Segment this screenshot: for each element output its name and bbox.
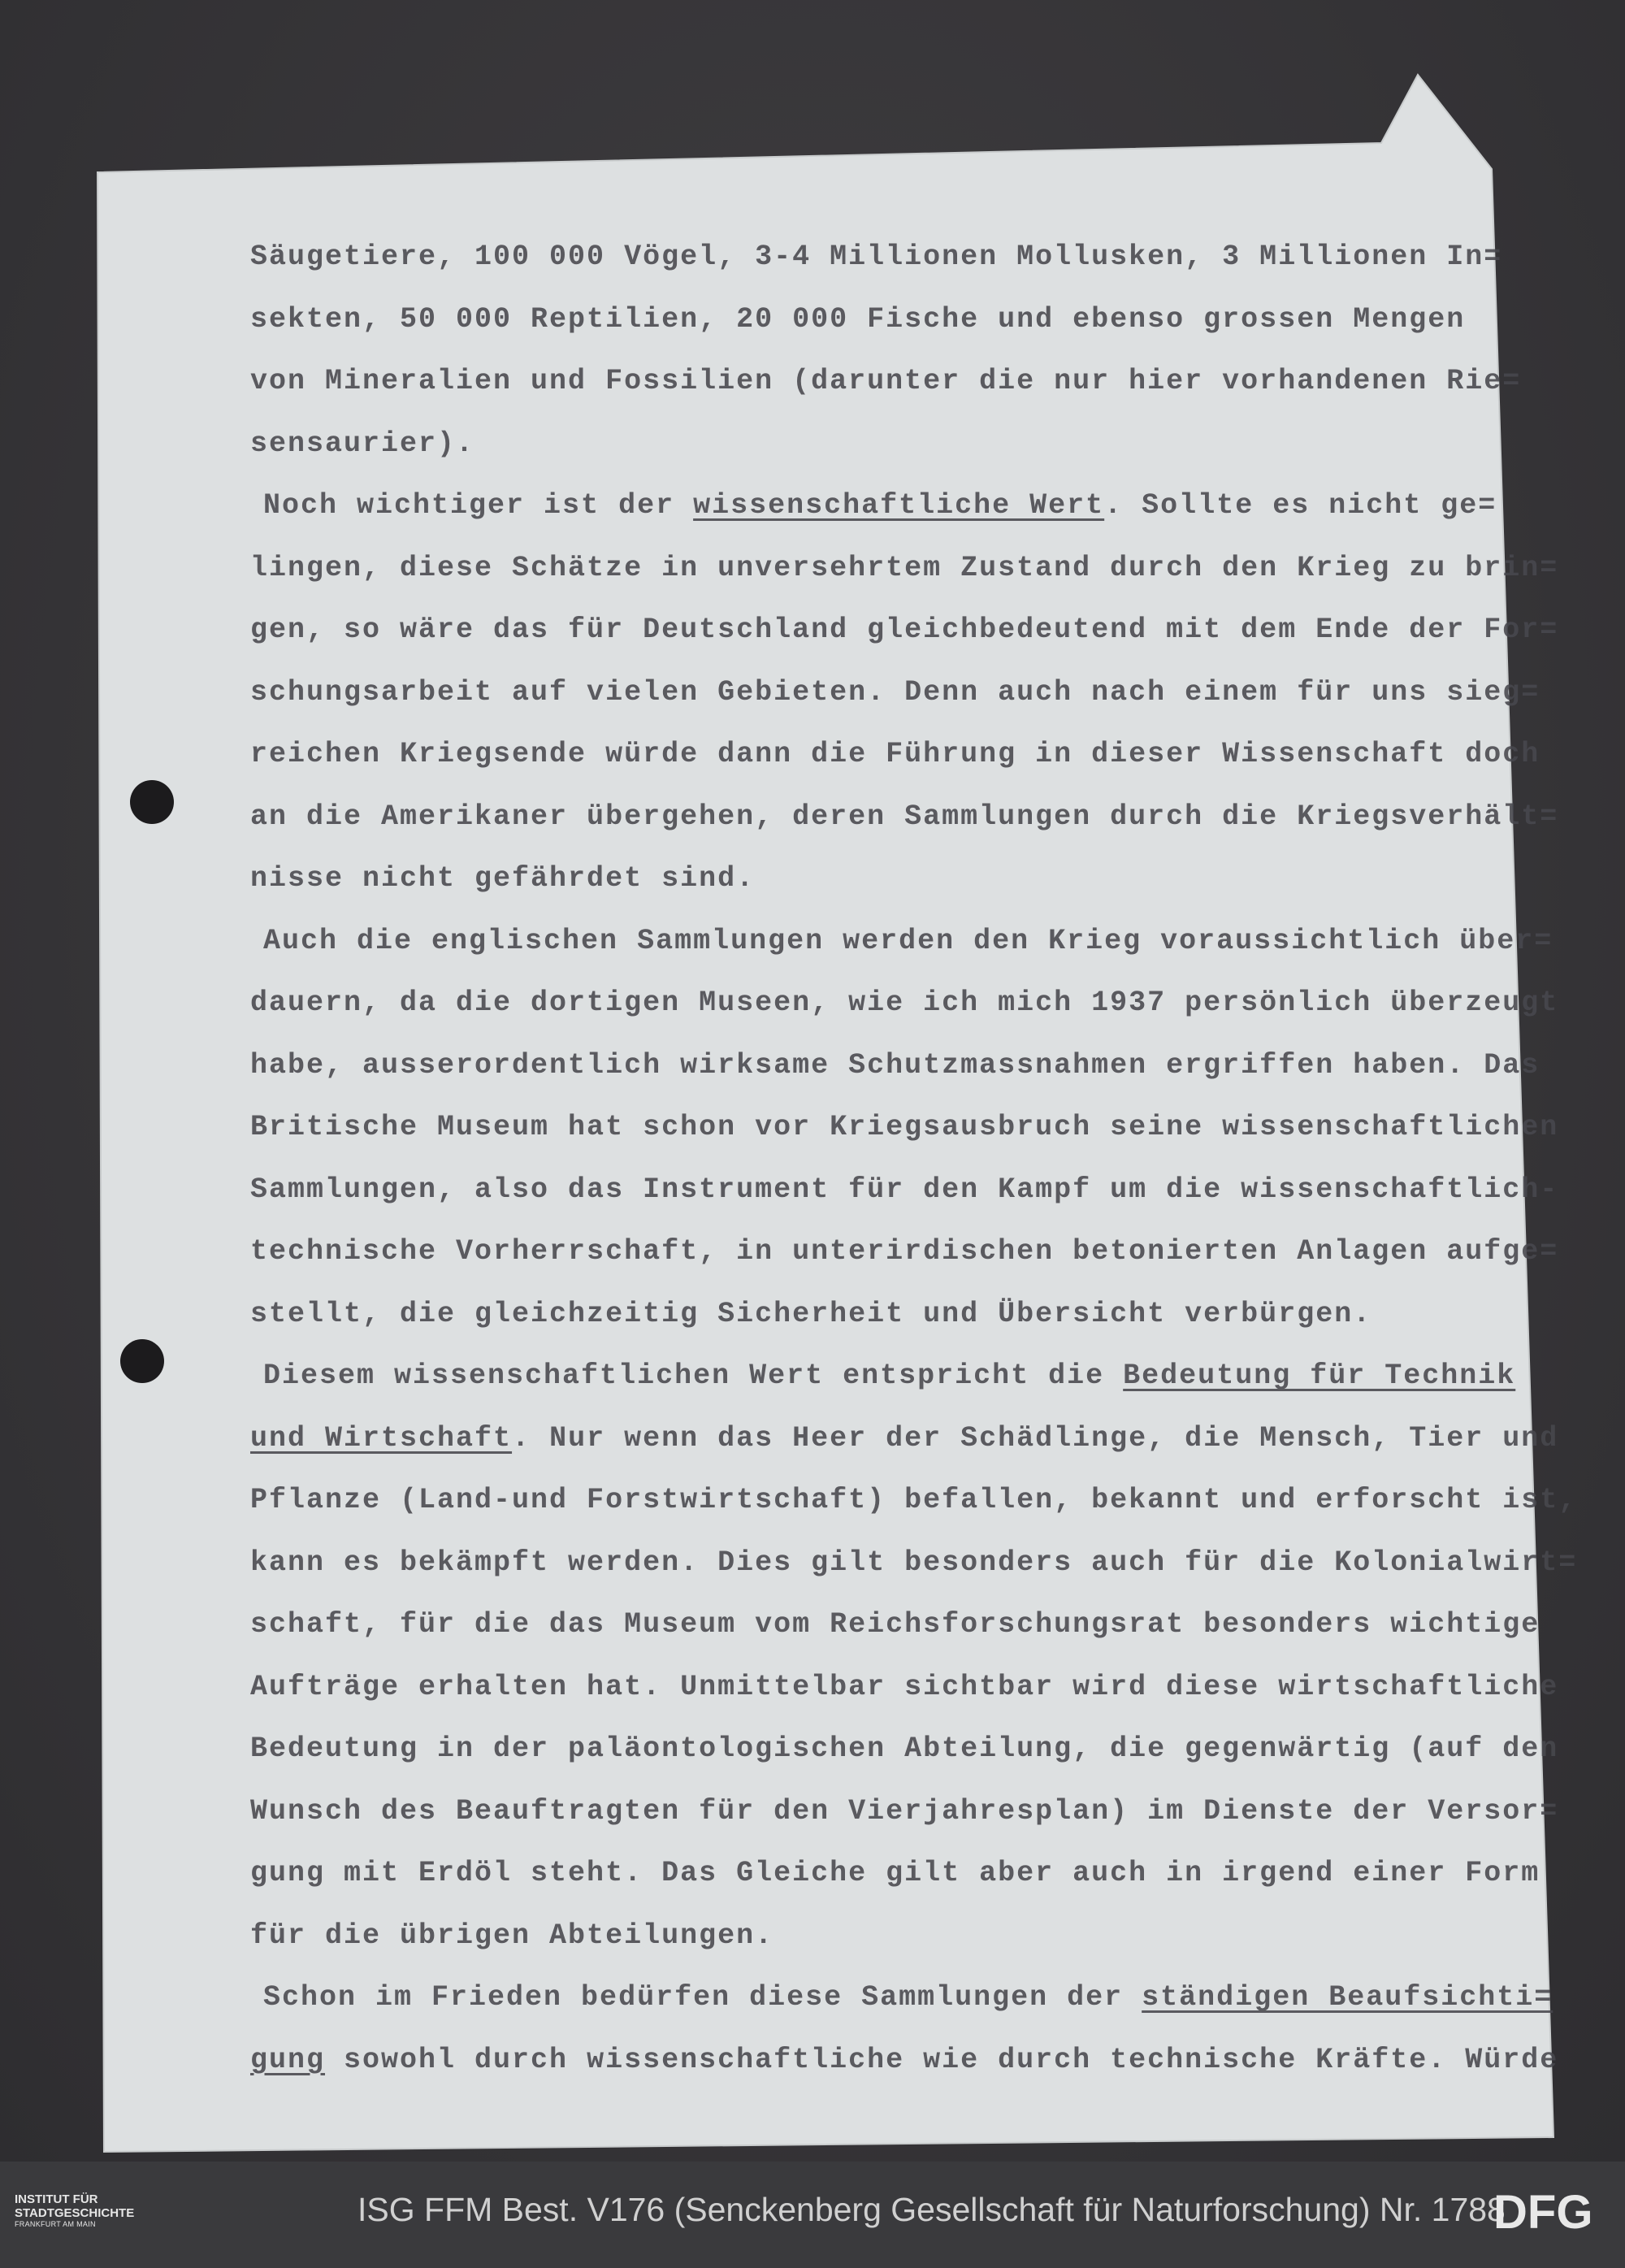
text-line: dauern, da die dortigen Museen, wie ich mich 1937 persönlich überzeugt [250,987,1559,1019]
text-line: gung mit Erdöl steht. Das Gleiche gilt aber auch in irgend einer Form [250,1857,1540,1889]
text-segment: . Sollte es nicht ge= [1104,489,1497,522]
text-segment: Schon im Frieden bedürfen diese Sammlungen der [263,1981,1142,2014]
underlined-phrase: Bedeutung für Technik [1123,1359,1516,1392]
text-segment: Diesem wissenschaftlichen Wert entspricht die [263,1359,1124,1392]
text-line: reichen Kriegsende würde dann die Führung in dieser Wissenschaft doch [250,738,1540,770]
underlined-phrase: und Wirtschaft [250,1421,513,1455]
text-line: an die Amerikaner übergehen, deren Sammlungen durch die Kriegsverhält= [250,800,1559,833]
institute-line: INSTITUT FÜR [15,2192,98,2206]
dfg-logo-text: DFG [1493,2186,1593,2235]
text-line: Aufträge erhalten hat. Unmittelbar sichtbar wird diese wirtschaftliche [250,1670,1559,1703]
dfg-logo [1493,2186,1615,2235]
text-line: Pflanze (Land-und Forstwirtschaft) befallen, bekannt und erforscht ist, [250,1484,1578,1516]
institute-label [15,2192,193,2229]
text-line: gen, so wäre das für Deutschland gleichbedeutend mit dem Ende der For= [250,614,1559,646]
text-segment: . Nur wenn das Heer der Schädlinge, die Mensch, Tier und [512,1421,1559,1455]
underlined-phrase: ständigen Beaufsichti= [1142,1981,1554,2014]
text-line: für die übrigen Abteilungen. [250,1919,774,1952]
institute-line: STADTGESCHICHTE [15,2206,135,2220]
text-segment: Noch wichtiger ist der [263,489,694,522]
archive-caption: ISG FFM Best. V176 (Senckenberg Gesellschaft für Naturforschung) Nr. 1788 [358,2191,1506,2228]
typewritten-text [250,226,1578,2091]
text-line: lingen, diese Schätze in unversehrtem Zustand durch den Krieg zu brin= [250,551,1559,584]
text-line [250,2029,1559,2092]
institute-city: FRANKFURT AM MAIN [15,2220,96,2228]
text-segment: sowohl durch wissenschaftliche wie durch technische Kräfte. Würde [325,2043,1559,2076]
text-line: Britische Museum hat schon vor Kriegsausbruch seine wissenschaftlichen [250,1111,1559,1143]
text-line: schungsarbeit auf vielen Gebieten. Denn auch nach einem für uns sieg= [250,675,1540,709]
text-line: Sammlungen, also das Instrument für den Kampf um die wissenschaftlich- [250,1173,1559,1206]
text-line [250,1407,1559,1470]
underlined-phrase: gung [250,2043,326,2076]
text-line: Bedeutung in der paläontologischen Abteilung, die gegenwärtig (auf den [250,1732,1559,1765]
text-line: Wunsch des Beauftragten für den Vierjahresplan) im Dienste der Versor= [250,1794,1559,1828]
text-line: sensaurier). [250,427,475,460]
text-line: nisse nicht gefährdet sind. [250,862,756,895]
text-line [250,1967,1554,2029]
punch-hole [130,780,174,824]
text-line: Auch die englischen Sammlungen werden den Krieg voraussichtlich über= [263,924,1554,957]
archive-footer [0,2162,1625,2268]
text-line: schaft, für die das Museum vom Reichsforschungsrat besonders wichtige [250,1608,1540,1641]
text-line: Säugetiere, 100 000 Vögel, 3-4 Millionen Mollusken, 3 Millionen In= [250,241,1503,273]
text-line [250,475,1534,537]
text-line: technische Vorherrschaft, in unterirdischen betonierten Anlagen aufge= [250,1235,1559,1268]
underlined-phrase: wissenschaftliche Wert [693,489,1105,522]
text-line: sekten, 50 000 Reptilien, 20 000 Fische und ebenso grossen Mengen [250,302,1466,336]
punch-hole [120,1339,164,1383]
text-line [250,1345,1534,1407]
text-line: habe, ausserordentlich wirksame Schutzmassnahmen ergriffen haben. Das [250,1048,1540,1082]
text-line: kann es bekämpft werden. Dies gilt besonders auch für die Kolonialwirt= [250,1546,1578,1579]
text-line: von Mineralien und Fossilien (darunter die nur hier vorhandenen Rie= [250,365,1522,397]
text-line: stellt, die gleichzeitig Sicherheit und Übersicht verbürgen. [250,1297,1372,1330]
